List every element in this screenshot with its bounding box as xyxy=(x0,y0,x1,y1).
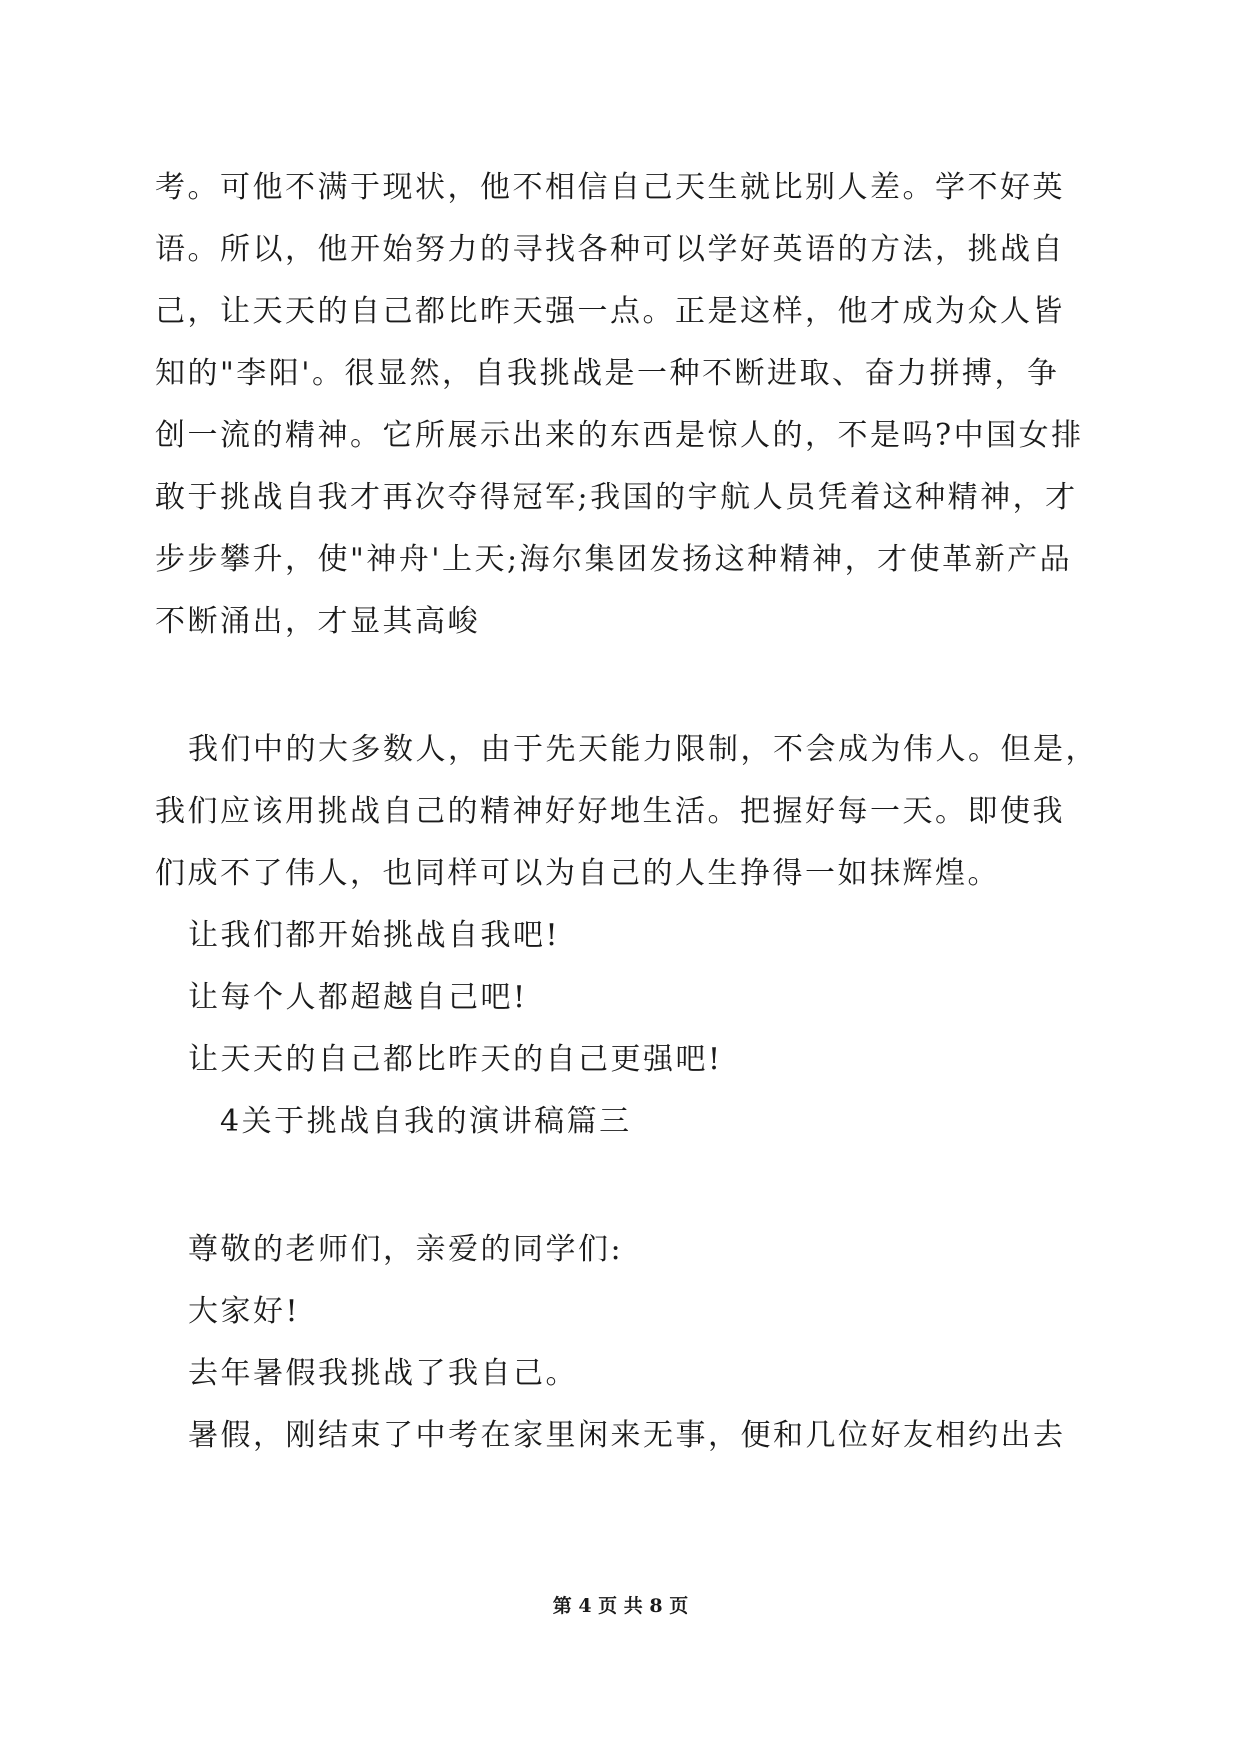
speech-greeting: 尊敬的老师们，亲爱的同学们: xyxy=(188,1232,624,1267)
section-heading: 4关于挑战自我的演讲稿篇三 xyxy=(220,1104,632,1139)
text-line: 步步攀升，使"神舟'上天;海尔集团发扬这种精神，才使革新产品 xyxy=(155,542,1073,577)
text-line: 们成不了伟人，也同样可以为自己的人生挣得一如抹辉煌。 xyxy=(155,856,1000,891)
speech-intro: 去年暑假我挑战了我自己。 xyxy=(188,1356,578,1391)
exhortation-line: 让我们都开始挑战自我吧! xyxy=(188,918,561,953)
text-line: 我们应该用挑战自己的精神好好地生活。把握好每一天。即使我 xyxy=(155,794,1065,829)
text-line: 己，让天天的自己都比昨天强一点。正是这样，他才成为众人皆 xyxy=(155,294,1065,329)
text-line: 不断涌出，才显其高峻 xyxy=(155,604,480,639)
speech-body-line: 暑假，刚结束了中考在家里闲来无事，便和几位好友相约出去 xyxy=(188,1418,1066,1453)
text-line: 知的"李阳'。很显然，自我挑战是一种不断进取、奋力拼搏，争 xyxy=(155,356,1060,391)
text-line: 我们中的大多数人，由于先天能力限制，不会成为伟人。但是， xyxy=(188,732,1098,767)
page-number-footer: 第 4 页 共 8 页 xyxy=(552,1595,689,1617)
exhortation-line: 让每个人都超越自己吧! xyxy=(188,980,528,1015)
exhortation-line: 让天天的自己都比昨天的自己更强吧! xyxy=(188,1042,723,1077)
text-line: 创一流的精神。它所展示出来的东西是惊人的，不是吗?中国女排 xyxy=(155,418,1084,453)
text-line: 语。所以，他开始努力的寻找各种可以学好英语的方法，挑战自 xyxy=(155,232,1065,267)
text-line: 敢于挑战自我才再次夺得冠军;我国的宇航人员凭着这种精神，才 xyxy=(155,480,1078,515)
speech-hello: 大家好! xyxy=(188,1294,301,1329)
text-line: 考。可他不满于现状，他不相信自己天生就比别人差。学不好英 xyxy=(155,170,1065,205)
